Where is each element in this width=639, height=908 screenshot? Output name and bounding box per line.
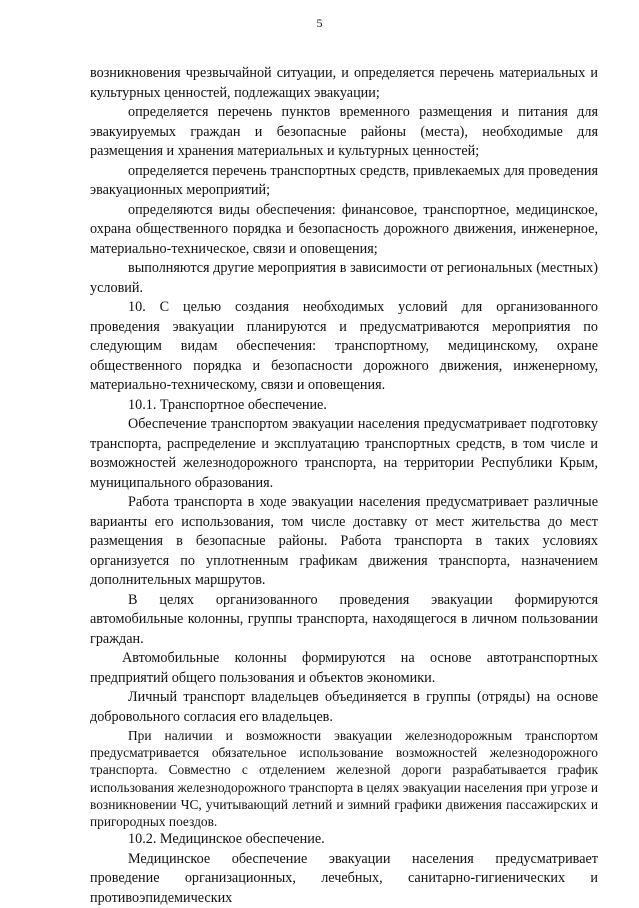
paragraph-10: В целях организованного проведения эвакуации формируются автомобильные колонны, группы транспорта, находящегося в личном пользовании граждан. — [90, 591, 598, 647]
paragraph-2: определяется перечень пунктов временного размещения и питания для эвакуируемых граждан и безопасные районы (места), необходимые для размещения и хранения материальных и культурных ценностей; — [90, 104, 598, 159]
section-heading-medical: 10.2. Медицинское обеспечение. — [128, 831, 325, 848]
paragraph-1: возникновения чрезвычайной ситуации, и определяется перечень материальных и культурных ценностей, подлежащих эвакуации; — [90, 65, 598, 101]
paragraph-11: Автомобильные колонны формируются на основе автотранспортных предприятий общего пользования и объектов экономики. — [90, 650, 598, 686]
paragraph-4: определяются виды обеспечения: финансовое, транспортное, медицинское, охрана общественного порядка и безопасность дорожного движения, инженерное, материально-техническое, связи и оповещения; — [90, 201, 598, 257]
paragraph-9: Работа транспорта в ходе эвакуации населения предусматривает различные варианты его использования, том числе доставку от мест жительства до мест размещения в безопасные районы. Работа транспорта в таких условиях организуется по уплотненным графикам движения транспорта, назначением дополнительных маршрутов. — [90, 494, 598, 588]
paragraph-8: Обеспечение транспортом эвакуации населения предусматривает подготовку транспорта, распределение и эксплуатацию транспортных средств, в том числе и возможностей железнодорожного транспорта, на территории Республики Крым, муниципального образования. — [90, 416, 598, 491]
paragraph-13: При наличии и возможности эвакуации железнодорожным транспортом предусматривается обязательное использование возможностей железнодорожного транспорта. Совместно с отделением железной дороги разрабатывается график использования железнодорожного транспорта в целях эвакуации населения при угрозе и возникновении ЧС, учитывающий летний и зимний графики движения пассажирских и пригородных поездов. — [90, 728, 598, 830]
paragraph-12: Личный транспорт владельцев объединяется в группы (отряды) на основе добровольного согласия его владельцев. — [90, 689, 598, 725]
paragraph-15: Медицинское обеспечение эвакуации населения предусматривает проведение организационных, лечебных, санитарно-гигиенических и противоэпидемических — [90, 850, 598, 906]
document-body — [90, 64, 598, 908]
paragraph-3: определяется перечень транспортных средств, привлекаемых для проведения эвакуационных мероприятий; — [90, 162, 598, 198]
section-heading-transport: 10.1. Транспортное обеспечение. — [128, 396, 327, 413]
paragraph-5: выполняются другие мероприятия в зависимости от региональных (местных) условий. — [90, 260, 598, 296]
paragraph-6: 10. С целью создания необходимых условий для организованного проведения эвакуации планируются и предусматриваются мероприятия по следующим видам обеспечения: транспортному, медицинскому, охране общественного порядка и безопасности дорожного движения, инженерному, материально-техническому, связи и оповещения. — [90, 299, 598, 393]
page-number: 5 — [316, 16, 323, 30]
